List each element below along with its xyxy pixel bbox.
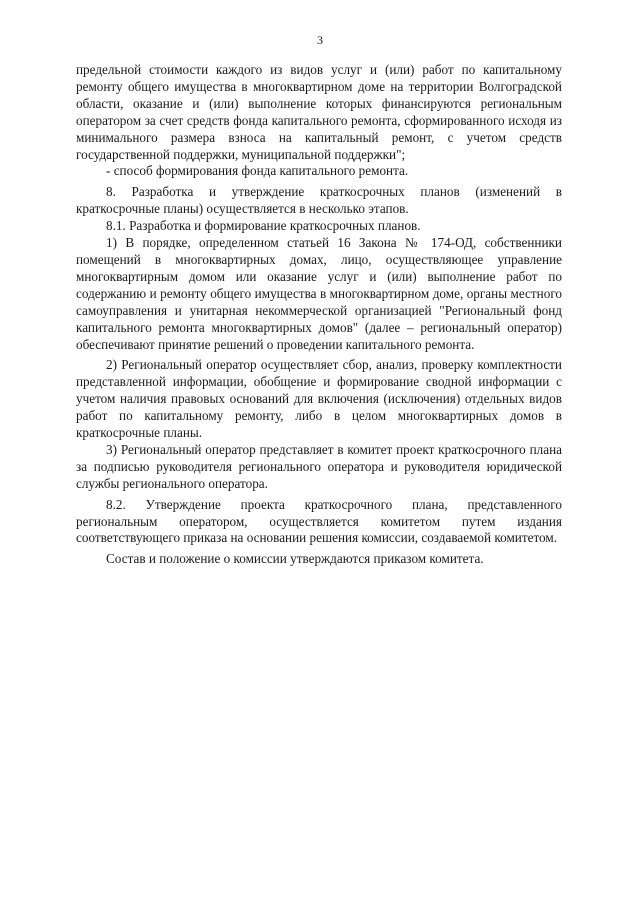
paragraph-commission: Состав и положение о комиссии утверждаются приказом комитета. [106,551,484,567]
paragraph-step-1: 1) В порядке, определенном статьей 16 Закона № 174-ОД, собственники помещений в многоквартирных домах, лицо, осуществляющее управление многоквартирным домом или оказание услуг и (или) выполнение работ по содержанию и ремонту общего имущества в многоквартирном доме, органы местного самоуправления и унитарная некоммерческой организацией "Региональный фонд капитального ремонта многоквартирных домов" (далее – региональный оператор) обеспечивают принятие решений о проведении капитального ремонта. [76,235,562,352]
paragraph-item-8-1: 8.1. Разработка и формирование краткосрочных планов. [106,218,421,234]
paragraph-step-3: 3) Региональный оператор представляет в комитет проект краткосрочного плана за подписью руководителя регионального оператора и руководителя юридической службы регионального оператора. [76,441,562,491]
document-body [76,62,562,568]
paragraph-item-8-2: 8.2. Утверждение проекта краткосрочного плана, представленного региональным оператором, осуществляется комитетом путем издания соответствующего приказа на основании решения комиссии, создаваемой комитетом. [76,496,562,546]
paragraph-item-8: 8. Разработка и утверждение краткосрочных планов (изменений в краткосрочные планы) осуществляется в несколько этапов. [76,184,562,217]
paragraph-cost-limit: предельной стоимости каждого из видов услуг и (или) работ по капитальному ремонту общего имущества в многоквартирном доме на территории Волгоградской области, оказание и (или) выполнение которых финансируются региональным оператором за счет средств фонда капитального ремонта, сформированного исходя из минимального размера взноса на капитальный ремонт, с учетом средств государственной поддержки, муниципальной поддержки"; [76,62,562,162]
paragraph-step-2: 2) Региональный оператор осуществляет сбор, анализ, проверку комплектности представленной информации, обобщение и формирование сводной информации с учетом наличия правовых оснований для включения (исключения) отдельных видов работ по капитальному ремонту, либо в целом многоквартирных домов в краткосрочные планы. [76,357,562,441]
page-number: 3 [317,33,323,47]
paragraph-fund-method: - способ формирования фонда капитального ремонта. [106,163,409,179]
